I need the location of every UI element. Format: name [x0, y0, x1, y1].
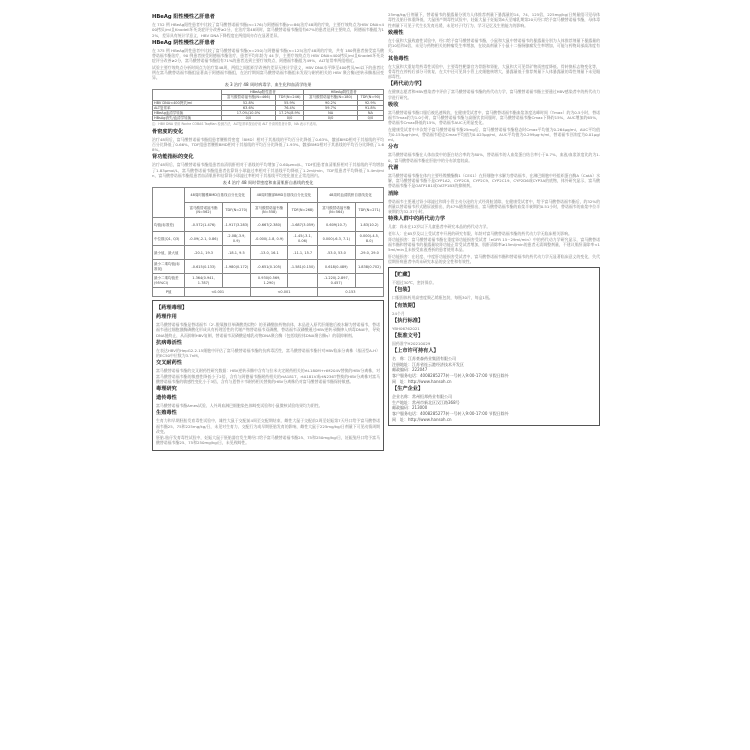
bone-renal-section — [152, 129, 384, 179]
row-label: 最小二乘均值(标准误) — [153, 260, 185, 274]
row-label: 最小值，最大值 — [153, 246, 185, 260]
table-cell: -18.1, 9.5 — [222, 246, 250, 260]
right-column — [388, 12, 600, 738]
row-label: HBeAg血清学转换 — [153, 111, 222, 116]
table-cell: -53.0, 53.0 — [317, 246, 355, 260]
table-cell: -0.000(-1.8, 0.9) — [251, 232, 288, 246]
pharmacology-box — [152, 300, 384, 451]
table-cell: -13.0, 16.1 — [251, 246, 288, 260]
table-cell: 0.618(0.489) — [317, 260, 355, 274]
table-cell: 63.6% — [222, 105, 275, 110]
paragraph: 国药准字H20210029 — [392, 341, 431, 346]
section-heading: 交叉耐药性 — [156, 360, 182, 367]
table-cell: -0.09(-2.1, 0.86) — [185, 232, 222, 246]
table-cell: 0.000(-6.3, 7.1) — [317, 232, 355, 246]
table-cell: 52.8% — [222, 100, 275, 105]
paragraph: 网 址：http://www.hansoh.cn — [392, 416, 452, 422]
table-cell: 0/0 — [357, 116, 383, 121]
paragraph: 试验主要疗效终点分析时间点为治疗第48周，两组之间组织学改善的差异无统计学意义，HBV DNA水平降至400拷贝/ml以下的患者比例在富马酸替诺福韦酯组显著高于阿德福韦酯组，在治疗期间富马酸替诺福韦酯组未发现与耐药相关的 HBV 聚合酶/逆转录酶基因变异。 — [152, 64, 384, 80]
table-cell: 91.8% — [357, 105, 383, 110]
paragraph: 名 称：江苏豪森药业集团有限公司 — [392, 356, 456, 362]
row-label: HBV DNA<400拷贝/ml — [153, 100, 222, 105]
table-cell — [288, 274, 318, 288]
paragraph: 24个月 — [392, 310, 405, 316]
paragraph: 25mg/kg/日剂量下，替诺福韦的暴露量分别为人体推荐剂量下暴露量的14、74、125倍，225mg/kg/日剂量组可见母体毒性及胎仔体重降低，大鼠围产期毒性试验中，妊娠大鼠于妊娠第6天至哺乳期第20天经口给予富马酸替诺福韦酯，母体毒性剂量下可见子代生长发育迟缓，未见对子代行为、学习记忆及生殖能力的影响。 — [388, 12, 600, 28]
row-label: ALT复常率 — [153, 105, 222, 110]
section-heading: 遗传毒性 — [156, 395, 177, 402]
paragraph: 生产地址：常州市新北区汉江路368号 — [392, 399, 460, 405]
row-label: 中位数(Q1, Q3) — [153, 232, 185, 246]
table-cell: -0.572(1.476) — [185, 218, 222, 232]
table-cell: -2.08(-3.9, 0.9) — [222, 232, 250, 246]
row-label: HBsAg消失/血清学转换 — [153, 116, 222, 121]
p-value-label: P值 — [153, 288, 185, 297]
table-3-group-header: HBeAg阳性患者 — [222, 90, 304, 95]
section-heading: 吸收 — [388, 101, 399, 108]
table-cell: -1.917(3.283) — [222, 218, 250, 232]
table-cell: 1.838(0.702) — [355, 260, 383, 274]
paragraph: 企业名称：常州恒邦药业有限公司 — [392, 394, 452, 400]
paragraph: 肾功能损害：富马酸替诺福韦酯在重度肾功能损害受试者（eGFR 15~29ml/min）中的药代动力学研究显示，富马酸替诺福韦酯和替诺福韦的暴露量较肾功能正常受试者增加，肌酐清除率≥15ml/min的患者无需调整剂量，不建议肌酐清除率<15ml/min且未接受血液透析的患者使用本品。 — [388, 236, 600, 253]
table-cell: 76.4% — [275, 105, 304, 110]
table-3-subheader: 富马酸替诺福韦酯(N=180) — [304, 95, 357, 100]
paragraph: 富马酸替诺福韦酯在体内主要经羧酸酯酶1（CES1）在肝细胞中水解为替诺福韦，在淋巴细胞中经组织蛋白酶A（CatA）水解，富马酸替诺福韦酯不是CYP1A2、CYP2C8、CYP2C9、CYP2C19、CYP2D6或CYP3A的底物，体外研究显示，富马酸替诺福韦酯不是OATP1B1或OATP1B3的抑制剂。 — [388, 172, 600, 189]
table-cell: 0.609(10.7) — [317, 218, 355, 232]
section-heading: 特殊人群中的药代动力学 — [388, 216, 446, 223]
paragraph: 邮政编码：213000 — [392, 405, 428, 411]
paragraph: 客户服务电话：4008285277转一号转入9:00-17:00 节假日除外 — [392, 411, 509, 416]
table-cell — [355, 274, 383, 288]
paragraph: 不超过30℃，密封保存。 — [392, 280, 437, 285]
table-cell: -0.615(0.133) — [185, 260, 222, 274]
paragraph: 在大鼠和犬重复给药毒性试验中，主要毒性靶器官为骨骼和肾脏，大鼠和犬可见骨矿物质密度降低、骨转换标志物变化等，骨毒性在停药后部分可恢复，在犬中还可见肾小管上皮细胞核增大，暴露量低于推荐剂量下人体暴露量的毒性剂量下未见眼部毒性。 — [388, 63, 600, 79]
table-4-group-header: 48周时血清肌酐自基线变化 — [317, 188, 383, 203]
table-row — [153, 246, 384, 260]
table-cell: 1.364(0.941, 1.787) — [185, 274, 222, 288]
paragraph: 治疗48周后，富马酸替诺福韦酯组患者血清肌酐相对于基线的平均增加了0.60μmol/L，TDF组患者血清肌酐相对于其基线的平均增加了1.83μmol/L，富马酸替诺福韦酯组患者估算肾小球滤过率相对于其基线平均降低了1.2ml/min，TDF组患者平均降低了5.4ml/min，富马酸替诺福韦酯组患者血清肌酐和估算肾小球滤过率相对于其基线平均变化值在正常范围内。 — [152, 162, 384, 178]
section-heading: 毒理研究 — [156, 386, 177, 393]
section-heading: 【上市许可持有人】 — [392, 348, 439, 355]
table-cell: NA — [357, 111, 383, 116]
section-heading: HBeAg 阳性慢性乙肝患者 — [152, 14, 215, 20]
table-cell: -1.220(-2.897, 0.457) — [317, 274, 355, 288]
table-cell: -11.1, 15.7 — [288, 246, 318, 260]
table-4-group-header: 48周时髋部BMD自基线百分比变化 — [251, 188, 318, 203]
table-4-subheader: TDF(N=271) — [355, 203, 383, 218]
paragraph: 生育力和早期胚胎发育毒性试验中，雄性大鼠于交配前4周至交配期结束、雌性大鼠于交配前2周至妊娠第7天经口给予富马酸替诺福韦酯25、75和225mg/kg/日，未见对生育力、交配行为或早期胚胎发育的影响，雌性大鼠于225mg/kg/日剂量下可见动情周期改变。 — [156, 418, 380, 434]
table-cell: 59.7% — [304, 105, 357, 110]
table-row — [153, 232, 384, 246]
paragraph: 胚胎-胎仔发育毒性试验中，妊娠大鼠于胚胎器官发生期经口给予富马酸替诺福韦酯25、75和250mg/kg/日，妊娠兔经口给予富马酸替诺福韦酯25、75和250mg/kg/日，未见致畸性。 — [156, 435, 380, 446]
paragraph: 在 752 例 HBeAg阳性患者中比较了富马酸替诺福韦酯(n=176)与阿德福韦酯(n=86)治疗48周的疗效，主要疗效终点为HBV DNA<400拷贝/ml且Knodell坏死炎症评分改善≥2分，在治疗第48周时，富马酸替诺福韦酯组有67%的患者达到主要终点，阿德福韦酯组为12%，差异具有统计学意义，HBV DNA下降程度在两组间亦存在显著差异。 — [152, 22, 384, 38]
paragraph: 客户服务电话：4008285277转一号转入9:00-17:00 节假日除外 — [392, 373, 509, 379]
table-3-group-header: HBeAg阴性患者 — [304, 90, 384, 95]
table-cell: -29.0, 29.0 — [355, 246, 383, 260]
efficacy-section — [152, 14, 384, 80]
table-3-block — [152, 82, 384, 126]
section-heading: 代谢 — [388, 164, 399, 171]
table-cell: 17.0%/10.0% — [222, 111, 275, 116]
table-4-caption: 表 4 治疗 48 周时骨密度和血清肌酐自基线的变化 — [222, 180, 314, 186]
row-label: 均值(标准差) — [153, 218, 185, 232]
paragraph: 在小鼠和大鼠致癌性试验中，经口给予富马酸替诺福韦酯，小鼠和大鼠中替诺福韦的暴露量分别为人体推荐剂量下暴露量的约10倍和4倍，未见与药物相关的肿瘤发生率增加，在较高剂量下小鼠十二指肠腺瘤发生率增加，可能与药物局部高浓度有关。 — [388, 37, 600, 54]
section-heading: 【药理毒理】 — [156, 305, 188, 312]
section-heading: 骨密度的变化 — [152, 128, 184, 135]
table-cell — [222, 274, 250, 288]
table-cell: 1.83(10.2) — [355, 218, 383, 232]
table-4-subheader: 富马酸替诺福韦酯(N=564) — [317, 203, 355, 218]
paragraph: 在健康志愿者和HBV感染者中评价了富马酸替诺福韦酯的药代动力学，富马酸替诺福韦酯主要通过HBV感染者中的药代动力学进行研究。 — [388, 89, 600, 100]
section-heading: 【包装】 — [392, 287, 413, 294]
table-4-subheader: 富马酸替诺福韦酯(N=558) — [251, 203, 288, 218]
table-3-subheader: TDF(N=90) — [357, 95, 383, 100]
table-cell: 90.2% — [304, 100, 357, 105]
section-heading: 【生产企业】 — [392, 386, 424, 393]
table-3-subheader: TDF(N=246) — [275, 95, 304, 100]
section-heading: 肾功能指标的变化 — [152, 154, 194, 161]
table-cell: -1.980(0.172) — [222, 260, 250, 274]
paragraph: 儿童：尚未在12岁以下儿童患者中研究本品的药代动力学。 — [388, 224, 491, 230]
section-heading: 消除 — [388, 190, 399, 197]
paragraph: 富马酸替诺福韦酯口服后被迅速吸收，在健康受试者中，富马酸替诺福韦酯血浆浓度达峰时间（Tmax）约为0.5小时，替诺福韦Tmax约为1.0小时，富马酸替诺福韦酯与高脂饮食同服时，富马酸替诺福韦酯Cmax下降约15%，AUC增加约65%，替诺福韦Cmax降低约15%，替诺福韦AUC无明显变化。 — [388, 109, 600, 126]
table-4-group-header: 48周时腰椎BMD自基线百分比变化 — [185, 188, 251, 203]
paragraph: 邮政编码：222047 — [392, 367, 428, 373]
paragraph: 肝功能损害：在轻度、中度肝功能损害受试者中，富马酸替诺福韦酯和替诺福韦的药代动力学无显著临床意义的变化，失代偿期肝病患者中尚未研究本品的安全性和有效性。 — [388, 253, 600, 264]
section-heading: 【批准文号】 — [392, 333, 424, 339]
paragraph: 在健康受试者中多次给予富马酸替诺福韦酯25mg后，富马酸替诺福韦酯稳态时Cmax平均值为0.264μg/ml，AUC平均值为0.153μg·h/ml，替诺福韦稳态Cmax平均值为0.023μg/ml，AUC平均值为0.299μg·h/ml，替诺福韦谷浓度为0.01μg/ml。 — [388, 126, 600, 142]
paragraph: 富马酸替诺福韦酯是替诺福韦（2'-脱氧腺苷单磷酸类似物）的亚磷酰胺药物前体，本品进入原代肝细胞后被水解为替诺福韦，替诺福韦通过细胞激酶磷酸化形成具有药理活性的代谢产物替诺福韦双磷酸，替诺福韦双磷酸通过HBV逆转录酶掺入病毒DNA中，导致DNA链终止，从而抑制HBV复制，替诺福韦双磷酸是哺乳动物DNA聚合酶（包括线粒体DNA聚合酶γ）的弱抑制剂。 — [156, 322, 380, 338]
table-4 — [152, 187, 384, 297]
table-cell: -1.687(3.059) — [288, 218, 318, 232]
paragraph: 在 375 例 HBeAg阴性患者中比较了富马酸替诺福韦酯(n=250)与阿德福韦酯(n=125)治疗48周的疗效，共有 180例患者接受富马酸替诺福韦酯治疗，90 例患者接受阿德福韦酯治疗，患者平均年龄为 44 岁，主要疗效终点为 HBV DNA<400拷贝/ml且Knodell坏死炎症评分改善≥2分，富马酸替诺福韦酯组有71%的患者达到主要疗效终点，阿德福韦酯组为49%，ALT复常率两组相近。 — [152, 47, 384, 64]
table-row — [153, 218, 384, 232]
paragraph: 口服固体药用高密度聚乙烯瓶包装，每瓶30片，每盒1瓶。 — [392, 295, 493, 301]
section-heading: 【有效期】 — [392, 302, 418, 309]
paragraph: 富马酸替诺福韦酯的交叉耐药性研究数据：HBV逆转录酶中含有与拉米夫定耐药相关的rtL180M+rtM204V替换的HBV分离株，对富马酸替诺福韦酯的敏感性降低小于2倍，含有与阿德福韦酯耐药相关的rtA181T、rtA181V或rtN236T替换的HBV分离株对富马酸替诺福韦酯的敏感性变化小于3倍，含有与恩替卡韦耐药相关替换的HBV分离株仍对富马酸替诺福韦酯保持敏感。 — [156, 368, 380, 384]
section-heading: 致癌性 — [388, 29, 404, 36]
table-row — [153, 260, 384, 274]
table-cell: 92.9% — [357, 100, 383, 105]
product-info-box — [388, 267, 600, 426]
table-3 — [152, 89, 384, 121]
table-cell: 55.9% — [275, 100, 304, 105]
section-heading: HBeAg 阴性慢性乙肝患者 — [152, 39, 215, 46]
paragraph: 替诺福韦主要通过肾小球滤过和肾小管主动分泌的方式经肾脏消除，在健康受试者中，给予富马酸替诺福韦酯后，约32%的剂量以替诺福韦形式随尿液排出，约47%随粪便排出，富马酸替诺福韦酯的血浆半衰期约0.51小时，替诺福韦的血浆中位半衰期约为32.37小时。 — [388, 198, 600, 214]
table-4-block — [152, 180, 384, 297]
row-label: 最小二乘均值差(95%CI) — [153, 274, 185, 288]
table-3-note: 注：HBV DNA 采用 Roche COBAS TaqMan 检测方法，ALT复常率按治疗前 ALT 升高的患者计算，NA 表示不适用。 — [152, 122, 319, 127]
section-heading: 其他毒性 — [388, 55, 409, 62]
table-cell: -0.667(2.380) — [251, 218, 288, 232]
table-cell: -0.651(0.105) — [251, 260, 288, 274]
table-cell: -20.1, 19.3 — [185, 246, 222, 260]
section-heading: 【执行标准】 — [392, 317, 424, 324]
section-heading: 【贮藏】 — [392, 272, 413, 278]
paragraph: 老年人：在65岁及以上受试者中开展的研究有限，年龄对富马酸替诺福韦酯的药代动力学无临床相关影响。 — [388, 230, 572, 236]
paragraph: 网 址：http://www.hansoh.cn — [392, 378, 452, 384]
pharmacokinetics-section — [388, 12, 600, 264]
table-3-caption: 表 3 治疗 48 周时病毒学、血生化和血清学结果 — [224, 82, 312, 88]
section-heading: 生殖毒性 — [156, 410, 177, 417]
table-cell: -1.581(0.150) — [288, 260, 318, 274]
section-heading: 抗病毒活性 — [156, 339, 182, 346]
table-cell: 0.930(0.569, 1.290) — [251, 274, 288, 288]
paragraph: 注册地址：江苏省连云港经济技术开发区 — [392, 361, 464, 367]
paragraph: 治疗48周后，富马酸替诺福韦酯组患者腰椎骨密度（BMD）相对于其基线的平均百分比降低了0.63%，髋部BMD相对于其基线的平均百分比降低了0.66%，TDF组患者腰椎BMD相对于其基线的平均百分比降低了1.93%，髋部BMD相对于其基线的平均百分比降低了1.68%。 — [152, 136, 384, 153]
table-cell: NA — [304, 111, 357, 116]
table-cell: 0/0 — [222, 116, 275, 121]
table-cell: 17.2%/8.9% — [275, 111, 304, 116]
section-heading: 药理作用 — [156, 314, 177, 321]
section-heading: 【药代动力学】 — [388, 81, 425, 88]
paragraph: 富马酸替诺福韦酯在人体血浆中的蛋白结合率约为80%，替诺福韦的人血浆蛋白结合率小于0.7%，血液/血浆浓度比约为1.0，富马酸替诺福韦酯在肝脏中的分布浓度较高。 — [388, 152, 600, 163]
table-4-subheader: 富马酸替诺福韦酯(N=562) — [185, 203, 222, 218]
table-3-subheader: 富马酸替诺福韦酯(N=466) — [222, 95, 275, 100]
paragraph: 在表达HBV的HepG2.2.15细胞中评估了富马酸替诺福韦酯的抗病毒活性，富马酸替诺福韦酯针对HBV临床分离株（基因型A-H）的EC50中位数为3.7nM。 — [156, 347, 380, 359]
table-cell: 0.000(-4.5, 8.0) — [355, 232, 383, 246]
table-cell: -1.45(-3.1, 0.06) — [288, 232, 318, 246]
table-cell: 0/0 — [275, 116, 304, 121]
p-value-cell: <0.001 — [251, 288, 318, 297]
table-4-subheader: TDF(N=268) — [288, 203, 318, 218]
table-4-subheader: TDF(N=270) — [222, 203, 250, 218]
table-cell: 0/0 — [304, 116, 357, 121]
paragraph: YBH06762021 — [392, 325, 420, 331]
p-value-cell: 0.153 — [317, 288, 383, 297]
table-row — [153, 274, 384, 288]
table-row — [153, 116, 384, 121]
left-column — [152, 12, 384, 738]
section-heading: 分布 — [388, 144, 399, 151]
p-value-cell: <0.001 — [185, 288, 251, 297]
paragraph: 富马酸替诺福韦酯Ames试验、人外周血淋巴细胞染色体畸变试验和小鼠微核试验结果均为阴性。 — [156, 403, 323, 409]
